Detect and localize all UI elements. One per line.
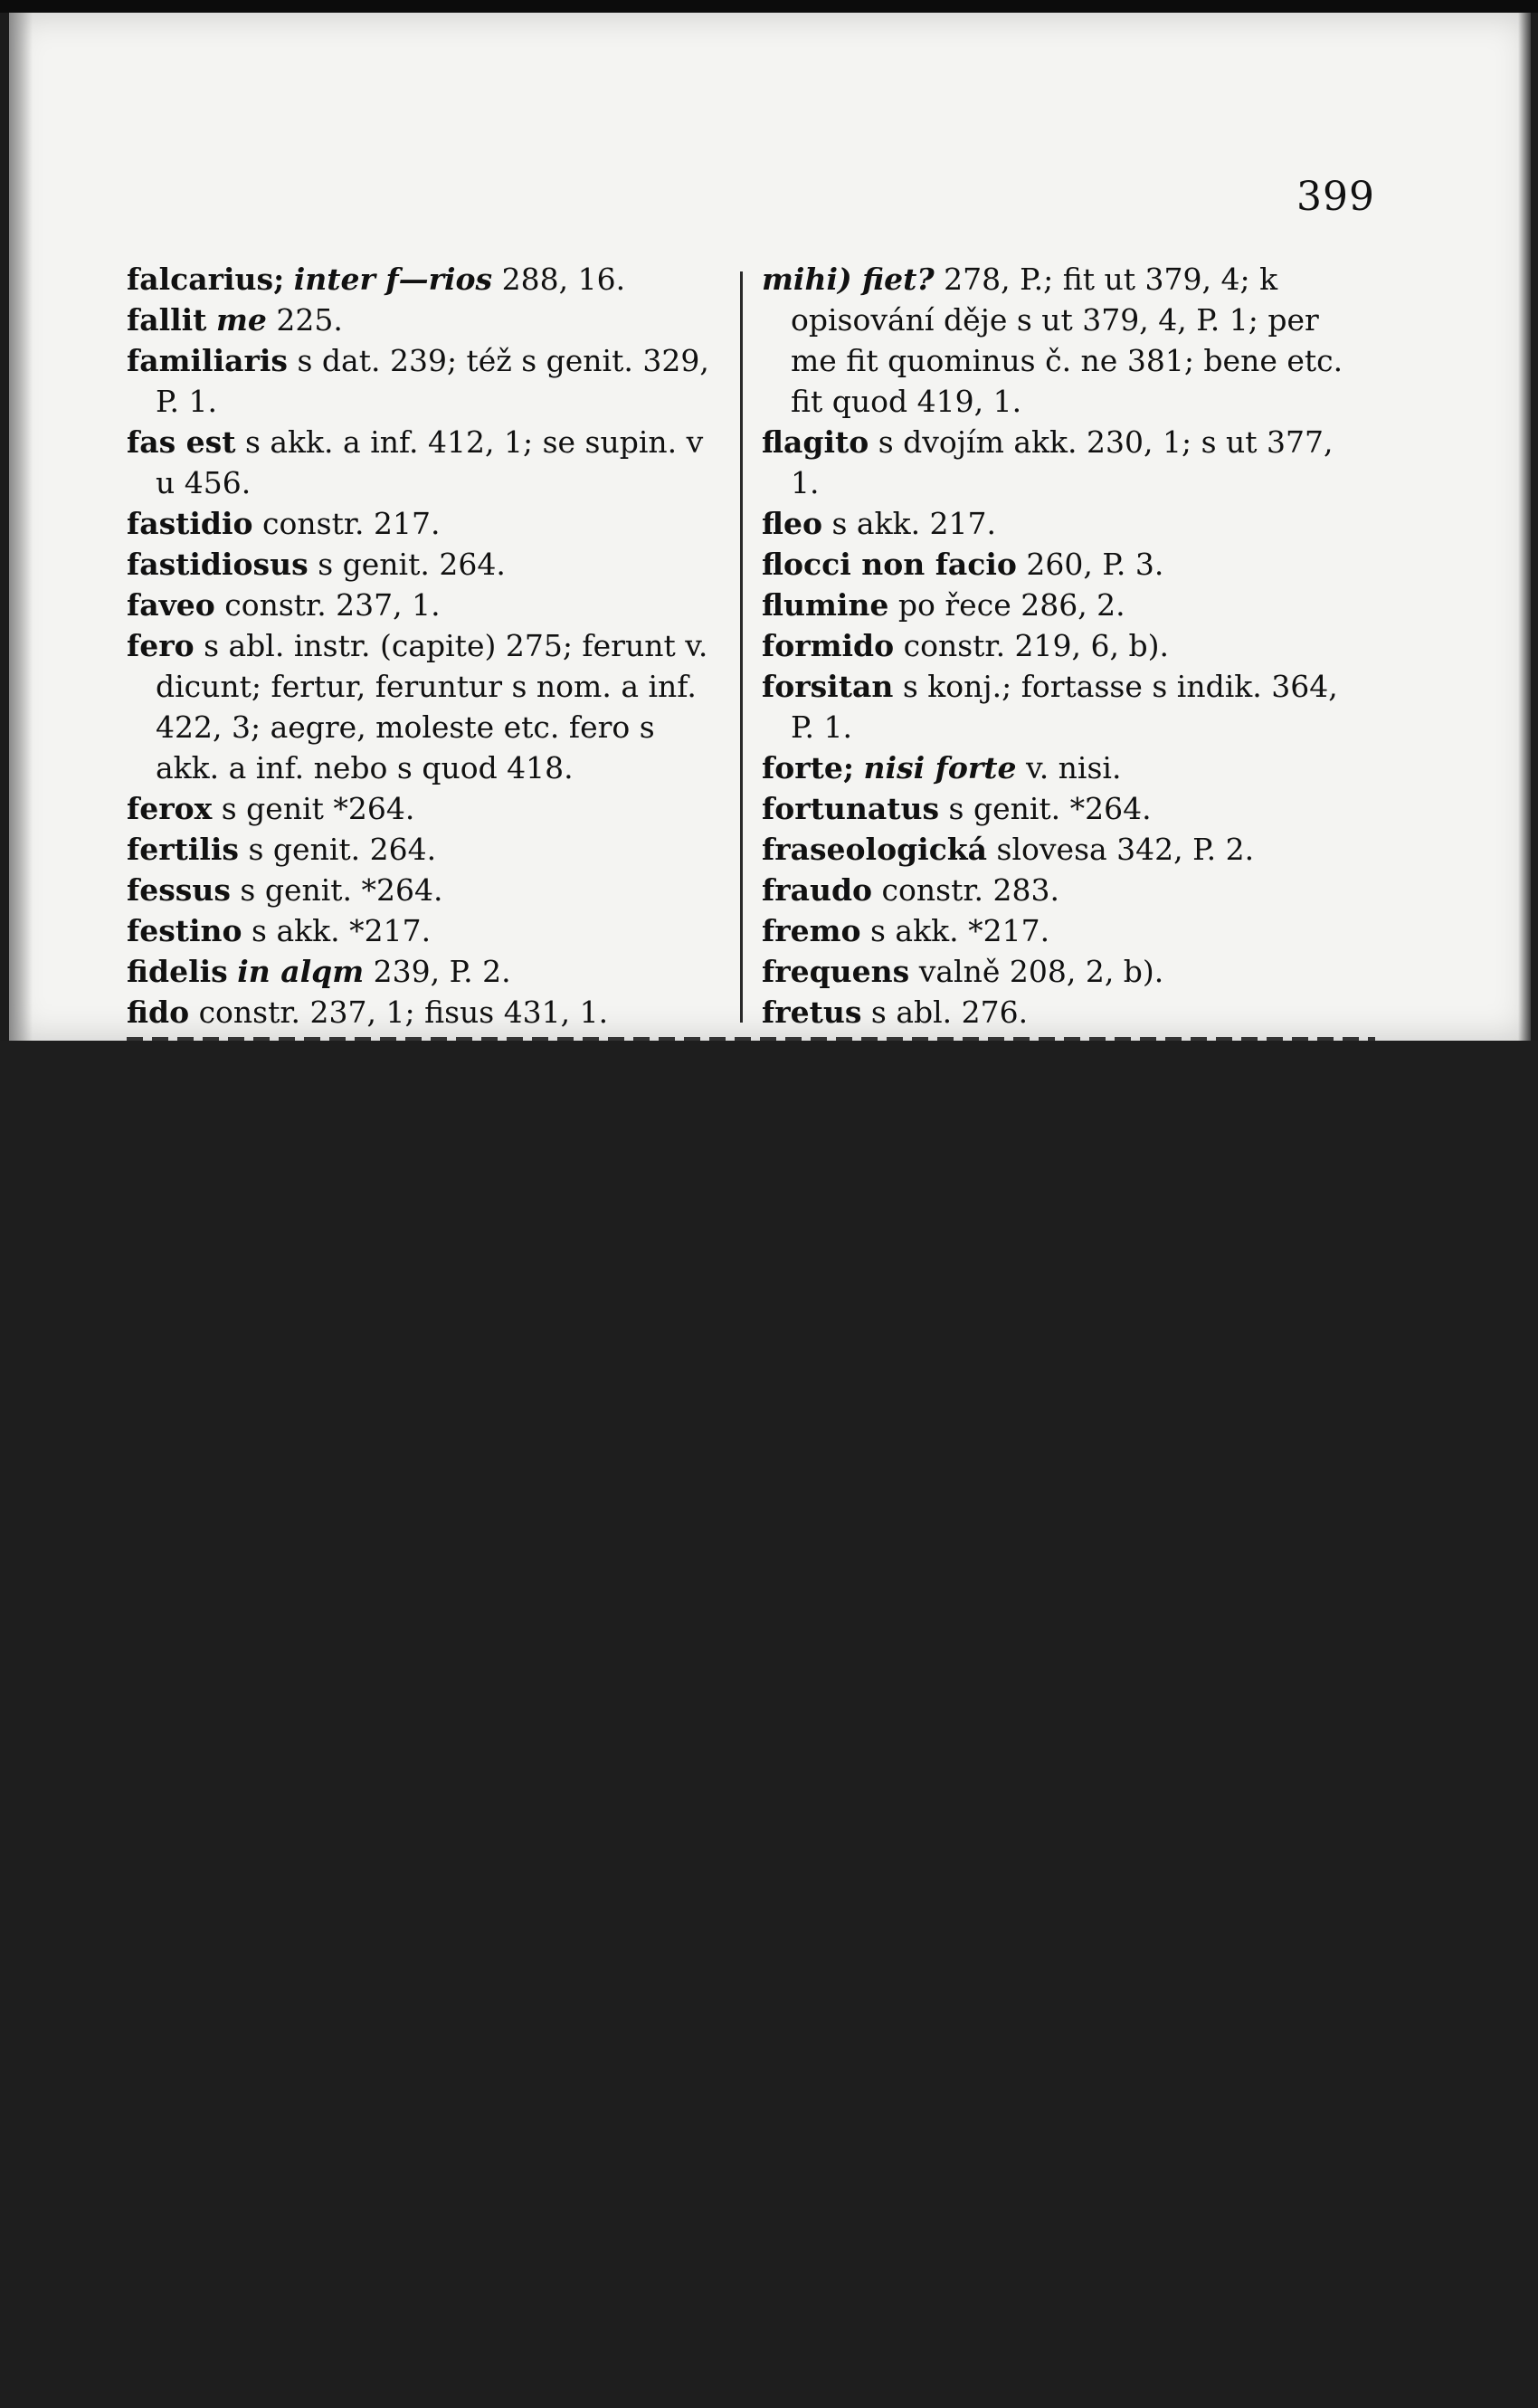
blank-scan-area bbox=[0, 1041, 1538, 2408]
entry-reference: s abl. 276. bbox=[861, 995, 1029, 1030]
index-entry bbox=[762, 259, 1368, 422]
entry-headword: faveo bbox=[127, 587, 215, 623]
index-entry bbox=[127, 340, 724, 422]
entry-headword: fas est bbox=[127, 424, 236, 460]
entry-headword: fremo bbox=[762, 913, 861, 948]
index-entry bbox=[127, 870, 724, 910]
index-entry bbox=[762, 870, 1368, 910]
entry-reference: s akk. a inf. 412, 1; se supin. v u 456. bbox=[156, 424, 704, 500]
entry-example: me bbox=[215, 302, 267, 338]
entry-reference: v. nisi. bbox=[1016, 750, 1122, 785]
index-entry bbox=[127, 300, 724, 340]
index-entry bbox=[127, 910, 724, 951]
entry-reference: s akk. *217. bbox=[242, 913, 432, 948]
column-divider bbox=[740, 271, 743, 1023]
scan-top-edge bbox=[0, 0, 1538, 13]
entry-headword: ferox bbox=[127, 791, 213, 826]
index-entry bbox=[762, 666, 1368, 747]
entry-headword: fastidiosus bbox=[127, 547, 309, 582]
page-gutter-shadow bbox=[9, 13, 33, 1041]
index-entry bbox=[127, 544, 724, 585]
entry-headword: fero bbox=[127, 628, 195, 663]
entry-reference: s abl. instr. (capite) 275; ferunt v. dicunt; fertur, feruntur s nom. a inf. 422, 3; aegre, moleste etc. fero s akk. a inf. nebo s quod 418. bbox=[156, 628, 708, 785]
entry-headword: fleo bbox=[762, 506, 822, 541]
index-column-left bbox=[127, 259, 724, 1033]
entry-reference: slovesa 342, P. 2. bbox=[987, 832, 1255, 867]
index-entry bbox=[762, 625, 1368, 666]
cut-off-line bbox=[127, 1027, 1375, 1041]
entry-headword: fortunatus bbox=[762, 791, 940, 826]
entry-reference: po řece 286, 2. bbox=[888, 587, 1125, 623]
entry-reference: 225. bbox=[266, 302, 343, 338]
entry-headword: flocci non facio bbox=[762, 547, 1017, 582]
index-column-right bbox=[762, 259, 1368, 1073]
entry-headword: fallit bbox=[127, 302, 207, 338]
index-entry bbox=[762, 829, 1368, 870]
entry-headword: flagito bbox=[762, 424, 869, 460]
entry-reference: constr. 237, 1. bbox=[214, 587, 441, 623]
index-entry bbox=[127, 788, 724, 829]
entry-headword: familiaris bbox=[127, 343, 288, 378]
entry-headword: forte; bbox=[762, 750, 855, 785]
entry-headword: fraseologická bbox=[762, 832, 988, 867]
entry-reference: 260, P. 3. bbox=[1016, 547, 1164, 582]
entry-headword: fidelis bbox=[127, 954, 228, 989]
entry-headword: forsitan bbox=[762, 669, 894, 704]
entry-reference: s genit. 264. bbox=[239, 832, 437, 867]
entry-headword: fessus bbox=[127, 872, 231, 908]
index-entry bbox=[762, 422, 1368, 503]
entry-headword: festino bbox=[127, 913, 242, 948]
entry-headword: fretus bbox=[762, 995, 862, 1030]
index-entry bbox=[127, 422, 724, 503]
entry-reference: s konj.; fortasse s indik. 364, P. 1. bbox=[791, 669, 1338, 745]
entry-reference: s genit. *264. bbox=[939, 791, 1152, 826]
index-entry bbox=[762, 788, 1368, 829]
entry-reference: s genit. 264. bbox=[308, 547, 506, 582]
entry-example: nisi forte bbox=[863, 750, 1017, 785]
entry-example: mihi) fiet? bbox=[762, 262, 935, 297]
index-entry bbox=[762, 503, 1368, 544]
entry-headword: falcarius; bbox=[127, 262, 285, 297]
index-entry bbox=[762, 544, 1368, 585]
entry-reference: s dat. 239; též s genit. 329, P. 1. bbox=[156, 343, 709, 419]
page-edge-shadow bbox=[1518, 13, 1531, 1041]
index-entry bbox=[762, 585, 1368, 625]
entry-reference: s genit. *264. bbox=[230, 872, 443, 908]
entry-example: in alqm bbox=[237, 954, 365, 989]
entry-reference: constr. 283. bbox=[872, 872, 1059, 908]
entry-headword: frequens bbox=[762, 954, 910, 989]
entry-reference: constr. 237, 1; fisus 431, 1. bbox=[189, 995, 609, 1030]
index-entry bbox=[127, 503, 724, 544]
page-number: 399 bbox=[1296, 174, 1375, 220]
index-entry bbox=[127, 625, 724, 788]
entry-reference: s genit *264. bbox=[212, 791, 415, 826]
entry-reference: constr. 217. bbox=[252, 506, 441, 541]
index-entry bbox=[762, 747, 1368, 788]
entry-reference: 288, 16. bbox=[492, 262, 626, 297]
entry-headword: fastidio bbox=[127, 506, 253, 541]
entry-reference: constr. 219, 6, b). bbox=[894, 628, 1169, 663]
entry-reference: s akk. *217. bbox=[860, 913, 1050, 948]
entry-example: inter f—rios bbox=[293, 262, 493, 297]
index-entry bbox=[762, 951, 1368, 992]
entry-reference: valně 208, 2, b). bbox=[909, 954, 1164, 989]
entry-reference: 239, P. 2. bbox=[364, 954, 511, 989]
entry-headword: fido bbox=[127, 995, 190, 1030]
index-entry bbox=[127, 259, 724, 300]
entry-reference: 278, P.; fit ut 379, 4; k opisování děje s ut 379, 4, P. 1; per me fit quominus č. ne 381; bene etc. fit quod 419, 1. bbox=[791, 262, 1343, 419]
index-entry bbox=[127, 585, 724, 625]
entry-headword: formido bbox=[762, 628, 895, 663]
entry-headword: flumine bbox=[762, 587, 889, 623]
entry-headword: fertilis bbox=[127, 832, 240, 867]
entry-reference: s akk. 217. bbox=[822, 506, 997, 541]
index-entry bbox=[127, 829, 724, 870]
index-entry bbox=[762, 910, 1368, 951]
entry-reference: s dvojím akk. 230, 1; s ut 377, 1. bbox=[791, 424, 1334, 500]
entry-headword: fraudo bbox=[762, 872, 873, 908]
index-entry bbox=[127, 951, 724, 992]
